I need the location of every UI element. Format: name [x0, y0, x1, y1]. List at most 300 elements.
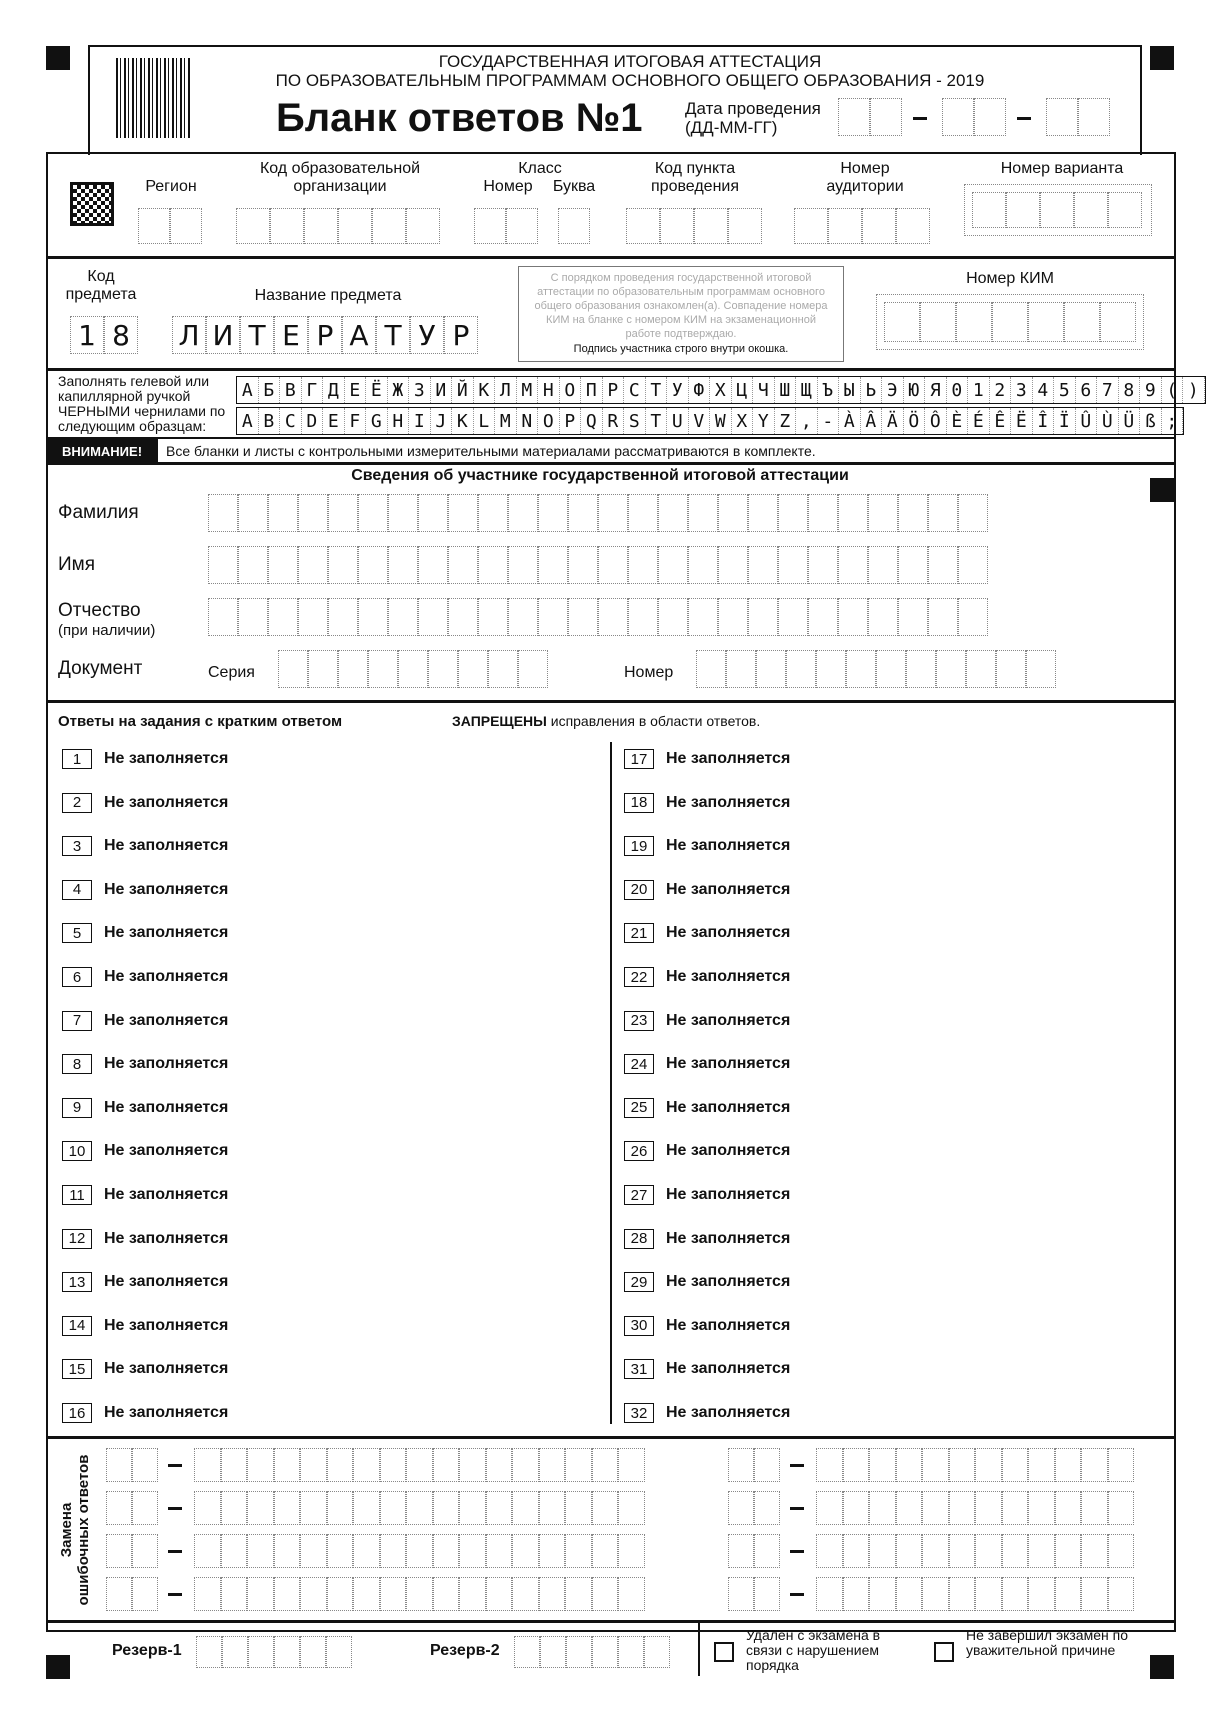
input-cell[interactable]	[718, 546, 748, 584]
input-cell[interactable]	[592, 1636, 618, 1668]
replacement-cells[interactable]	[816, 1491, 1134, 1525]
input-cell[interactable]	[1108, 1577, 1135, 1611]
input-cell[interactable]	[843, 1577, 870, 1611]
input-cell[interactable]	[658, 546, 688, 584]
input-cell[interactable]	[949, 1448, 976, 1482]
input-cell[interactable]	[922, 1577, 949, 1611]
input-cell[interactable]	[718, 598, 748, 636]
input-cell[interactable]	[106, 1448, 132, 1482]
input-cell[interactable]	[786, 650, 816, 688]
input-cell[interactable]	[538, 494, 568, 532]
input-cell[interactable]	[538, 598, 568, 636]
input-cell[interactable]	[922, 1491, 949, 1525]
answer-row	[62, 1052, 228, 1076]
input-cell[interactable]	[208, 598, 238, 636]
input-cell[interactable]	[869, 1534, 896, 1568]
input-cell[interactable]	[975, 1534, 1002, 1568]
input-cell[interactable]	[868, 598, 898, 636]
patronymic-cells[interactable]	[208, 598, 988, 636]
replacement-cells[interactable]	[194, 1448, 645, 1482]
surname-cells[interactable]	[208, 494, 988, 532]
sample-glyph: 6	[1076, 377, 1098, 403]
date-year-cells[interactable]	[1046, 98, 1110, 136]
input-cell[interactable]	[221, 1534, 248, 1568]
input-cell[interactable]	[896, 1491, 923, 1525]
replacement-cells[interactable]	[194, 1534, 645, 1568]
input-cell[interactable]	[406, 1577, 433, 1611]
input-cell[interactable]	[928, 494, 958, 532]
input-cell[interactable]	[568, 546, 598, 584]
answer-row	[62, 1357, 228, 1381]
input-cell[interactable]	[1028, 1577, 1055, 1611]
input-cell[interactable]	[618, 1534, 645, 1568]
input-cell[interactable]	[688, 598, 718, 636]
input-cell[interactable]	[512, 1491, 539, 1525]
class-letter-cells[interactable]	[558, 208, 590, 244]
input-cell[interactable]	[838, 494, 868, 532]
org-code-cells[interactable]	[236, 208, 440, 244]
input-cell[interactable]	[298, 598, 328, 636]
input-cell[interactable]	[728, 1534, 754, 1568]
input-cell[interactable]	[327, 1448, 354, 1482]
input-cell[interactable]	[508, 546, 538, 584]
input-cell[interactable]	[338, 650, 368, 688]
input-cell[interactable]	[868, 494, 898, 532]
input-cell[interactable]	[298, 494, 328, 532]
input-cell[interactable]	[380, 1577, 407, 1611]
sample-glyph: X	[732, 408, 754, 434]
input-cell[interactable]	[448, 494, 478, 532]
input-cell[interactable]	[238, 494, 268, 532]
replacement-cells[interactable]	[816, 1448, 1134, 1482]
input-cell[interactable]	[539, 1534, 566, 1568]
input-cell[interactable]	[1081, 1491, 1108, 1525]
input-cell[interactable]	[628, 494, 658, 532]
input-cell[interactable]	[756, 650, 786, 688]
replacement-cells[interactable]	[106, 1448, 158, 1482]
input-cell[interactable]	[298, 546, 328, 584]
input-cell[interactable]	[906, 650, 936, 688]
input-cell[interactable]	[433, 1577, 460, 1611]
input-cell[interactable]	[358, 494, 388, 532]
replacement-cells[interactable]	[816, 1577, 1134, 1611]
input-cell[interactable]	[975, 1577, 1002, 1611]
input-cell[interactable]	[194, 1577, 221, 1611]
input-cell[interactable]	[353, 1534, 380, 1568]
input-cell[interactable]	[618, 1636, 644, 1668]
input-cell[interactable]	[896, 1577, 923, 1611]
input-cell[interactable]	[238, 546, 268, 584]
input-cell[interactable]	[1108, 1534, 1135, 1568]
input-cell[interactable]	[838, 598, 868, 636]
input-cell[interactable]	[565, 1491, 592, 1525]
input-cell[interactable]	[869, 1577, 896, 1611]
input-cell[interactable]	[448, 598, 478, 636]
input-cell[interactable]	[358, 598, 388, 636]
input-cell[interactable]	[869, 1448, 896, 1482]
input-cell[interactable]	[418, 546, 448, 584]
input-cell[interactable]	[644, 1636, 670, 1668]
replacement-cells[interactable]	[194, 1491, 645, 1525]
input-cell[interactable]	[478, 598, 508, 636]
input-cell[interactable]	[565, 1448, 592, 1482]
input-cell[interactable]	[406, 1491, 433, 1525]
input-cell[interactable]	[486, 1448, 513, 1482]
replacement-cells[interactable]	[194, 1577, 645, 1611]
input-cell[interactable]	[778, 546, 808, 584]
input-cell[interactable]	[486, 1577, 513, 1611]
input-cell[interactable]	[540, 1636, 566, 1668]
input-cell[interactable]	[754, 1491, 780, 1525]
input-cell[interactable]	[433, 1448, 460, 1482]
input-cell[interactable]	[300, 1636, 326, 1668]
input-cell[interactable]	[194, 1491, 221, 1525]
input-cell[interactable]	[368, 650, 398, 688]
input-cell[interactable]	[754, 1448, 780, 1482]
input-cell[interactable]	[958, 546, 988, 584]
input-cell[interactable]	[728, 1577, 754, 1611]
input-cell[interactable]	[922, 1534, 949, 1568]
input-cell[interactable]	[268, 494, 298, 532]
input-cell[interactable]	[222, 1636, 248, 1668]
input-cell[interactable]	[688, 546, 718, 584]
participant-heading: Сведения об участнике государственной итоговой аттестации	[351, 467, 849, 484]
replacement-cells[interactable]	[816, 1534, 1134, 1568]
input-cell[interactable]	[308, 650, 338, 688]
input-cell[interactable]	[327, 1491, 354, 1525]
answer-number: 6	[62, 967, 92, 987]
input-cell[interactable]	[512, 1534, 539, 1568]
input-cell[interactable]	[353, 1491, 380, 1525]
input-cell[interactable]	[268, 598, 298, 636]
input-cell[interactable]	[518, 650, 548, 688]
input-cell[interactable]	[1081, 1534, 1108, 1568]
reserve1-cells[interactable]	[196, 1636, 352, 1668]
input-cell[interactable]	[754, 1577, 780, 1611]
sample-glyph: Я	[925, 377, 947, 403]
input-cell[interactable]	[433, 1491, 460, 1525]
input-cell[interactable]	[194, 1534, 221, 1568]
input-cell[interactable]	[1081, 1448, 1108, 1482]
input-cell[interactable]	[106, 1534, 132, 1568]
sample-glyph: N	[517, 408, 539, 434]
input-cell[interactable]	[843, 1448, 870, 1482]
input-cell[interactable]	[728, 1491, 754, 1525]
input-cell[interactable]	[326, 1636, 352, 1668]
input-cell[interactable]	[975, 1448, 1002, 1482]
replacement-cells[interactable]	[106, 1534, 158, 1568]
input-cell[interactable]	[966, 650, 996, 688]
input-cell[interactable]	[478, 546, 508, 584]
answers-warning	[452, 713, 760, 729]
input-cell[interactable]	[539, 1448, 566, 1482]
input-cell[interactable]	[300, 1577, 327, 1611]
input-cell[interactable]	[208, 546, 238, 584]
replacement-cells[interactable]	[728, 1491, 780, 1525]
input-cell[interactable]	[1055, 1577, 1082, 1611]
input-cell[interactable]	[448, 546, 478, 584]
input-cell[interactable]	[658, 598, 688, 636]
input-cell[interactable]	[898, 546, 928, 584]
subject-name-cells[interactable]	[172, 316, 478, 354]
input-cell[interactable]	[488, 650, 518, 688]
date-day-cells[interactable]	[838, 98, 902, 136]
input-cell[interactable]	[459, 1577, 486, 1611]
input-cell[interactable]	[388, 546, 418, 584]
point-code-cells[interactable]	[626, 208, 762, 244]
input-cell[interactable]	[688, 494, 718, 532]
input-cell[interactable]	[512, 1448, 539, 1482]
input-cell[interactable]	[274, 1534, 301, 1568]
removed-checkbox[interactable]	[714, 1642, 734, 1662]
name-cells[interactable]	[208, 546, 988, 584]
input-cell[interactable]	[1028, 1491, 1055, 1525]
input-cell[interactable]	[278, 650, 308, 688]
input-cell[interactable]	[221, 1577, 248, 1611]
input-cell[interactable]	[132, 1491, 158, 1525]
input-cell[interactable]	[618, 1491, 645, 1525]
input-cell[interactable]	[1055, 1491, 1082, 1525]
input-cell[interactable]	[486, 1534, 513, 1568]
input-cell[interactable]	[406, 1534, 433, 1568]
input-cell[interactable]	[598, 494, 628, 532]
input-cell[interactable]	[300, 1491, 327, 1525]
kim-cells[interactable]	[884, 302, 1136, 342]
input-cell[interactable]	[380, 1448, 407, 1482]
input-cell[interactable]	[106, 1491, 132, 1525]
input-cell[interactable]	[428, 650, 458, 688]
sample-glyph: Ц	[732, 377, 754, 403]
input-cell[interactable]	[843, 1491, 870, 1525]
input-cell[interactable]	[274, 1491, 301, 1525]
sample-glyph: )	[1183, 377, 1205, 403]
replacement-cells[interactable]	[106, 1577, 158, 1611]
input-cell[interactable]	[194, 1448, 221, 1482]
answer-fill-label: Не заполняется	[104, 1011, 229, 1029]
input-cell[interactable]	[869, 1491, 896, 1525]
input-cell[interactable]	[936, 650, 966, 688]
input-cell[interactable]	[898, 598, 928, 636]
room-cells[interactable]	[794, 208, 930, 244]
input-cell[interactable]	[514, 1636, 540, 1668]
input-cell[interactable]	[975, 1491, 1002, 1525]
input-cell[interactable]	[380, 1491, 407, 1525]
input-cell[interactable]	[1055, 1534, 1082, 1568]
input-cell[interactable]	[1081, 1577, 1108, 1611]
answer-row	[62, 878, 228, 902]
input-cell[interactable]	[300, 1448, 327, 1482]
input-cell[interactable]	[538, 546, 568, 584]
input-cell[interactable]	[358, 546, 388, 584]
replacement-cells[interactable]	[728, 1534, 780, 1568]
input-cell[interactable]	[898, 494, 928, 532]
replacement-cells[interactable]	[728, 1577, 780, 1611]
input-cell[interactable]	[816, 650, 846, 688]
class-number-cells[interactable]	[474, 208, 538, 244]
replacement-cells[interactable]	[106, 1491, 158, 1525]
input-cell[interactable]	[539, 1491, 566, 1525]
input-cell[interactable]	[508, 494, 538, 532]
input-cell[interactable]	[568, 494, 598, 532]
input-cell[interactable]	[221, 1448, 248, 1482]
input-cell[interactable]	[565, 1534, 592, 1568]
input-cell[interactable]	[628, 546, 658, 584]
input-cell[interactable]	[132, 1448, 158, 1482]
input-cell[interactable]	[132, 1577, 158, 1611]
input-cell[interactable]	[696, 650, 726, 688]
input-cell[interactable]	[238, 598, 268, 636]
input-cell[interactable]	[628, 598, 658, 636]
sample-glyph: И	[431, 377, 453, 403]
date-month-cells[interactable]	[942, 98, 1006, 136]
input-cell[interactable]	[565, 1577, 592, 1611]
input-cell[interactable]	[748, 598, 778, 636]
input-cell[interactable]	[922, 1448, 949, 1482]
input-cell[interactable]	[896, 1448, 923, 1482]
input-cell[interactable]	[658, 494, 688, 532]
input-cell[interactable]	[816, 1577, 843, 1611]
input-cell[interactable]	[433, 1534, 460, 1568]
input-cell[interactable]	[592, 1534, 619, 1568]
input-cell[interactable]	[816, 1534, 843, 1568]
input-cell[interactable]	[808, 598, 838, 636]
input-cell[interactable]	[1026, 650, 1056, 688]
input-cell[interactable]	[398, 650, 428, 688]
signature-box[interactable]	[518, 266, 844, 362]
subject-code-cells[interactable]	[70, 316, 138, 354]
input-cell[interactable]	[221, 1491, 248, 1525]
input-cell[interactable]	[592, 1577, 619, 1611]
replacement-cells[interactable]	[728, 1448, 780, 1482]
input-cell[interactable]	[208, 494, 238, 532]
input-cell[interactable]	[512, 1577, 539, 1611]
input-cell[interactable]	[268, 546, 298, 584]
input-cell[interactable]	[539, 1577, 566, 1611]
input-cell[interactable]	[896, 1534, 923, 1568]
input-cell[interactable]	[274, 1577, 301, 1611]
input-cell[interactable]	[196, 1636, 222, 1668]
input-cell[interactable]	[868, 546, 898, 584]
input-cell[interactable]	[418, 494, 448, 532]
input-cell[interactable]	[816, 1448, 843, 1482]
input-cell[interactable]	[327, 1577, 354, 1611]
input-cell[interactable]	[618, 1577, 645, 1611]
input-cell[interactable]	[928, 546, 958, 584]
input-cell[interactable]	[592, 1491, 619, 1525]
input-cell[interactable]	[598, 546, 628, 584]
input-cell[interactable]	[247, 1448, 274, 1482]
input-cell[interactable]	[1002, 1577, 1029, 1611]
input-cell[interactable]	[754, 1534, 780, 1568]
not-finished-checkbox[interactable]	[934, 1642, 954, 1662]
series-cells[interactable]	[278, 650, 548, 688]
input-cell[interactable]	[247, 1491, 274, 1525]
input-cell[interactable]	[459, 1534, 486, 1568]
answer-row	[62, 965, 228, 989]
input-cell[interactable]	[380, 1534, 407, 1568]
number-cells[interactable]	[696, 650, 1056, 688]
input-cell[interactable]	[1055, 1448, 1082, 1482]
input-cell[interactable]	[958, 494, 988, 532]
input-cell[interactable]	[996, 650, 1026, 688]
input-cell[interactable]	[274, 1636, 300, 1668]
input-cell[interactable]	[388, 598, 418, 636]
input-cell[interactable]	[459, 1448, 486, 1482]
input-cell[interactable]	[778, 494, 808, 532]
input-cell[interactable]	[846, 650, 876, 688]
input-cell[interactable]	[328, 494, 358, 532]
input-cell[interactable]	[949, 1491, 976, 1525]
input-cell[interactable]	[1108, 1448, 1135, 1482]
input-cell[interactable]	[598, 598, 628, 636]
reserve2-cells[interactable]	[514, 1636, 670, 1668]
input-cell[interactable]	[328, 598, 358, 636]
sample-glyph: H	[388, 408, 410, 434]
input-cell[interactable]	[1002, 1448, 1029, 1482]
input-cell[interactable]	[106, 1577, 132, 1611]
input-cell[interactable]	[247, 1534, 274, 1568]
input-cell[interactable]	[300, 1534, 327, 1568]
input-cell[interactable]	[478, 494, 508, 532]
input-cell[interactable]	[1002, 1491, 1029, 1525]
input-cell[interactable]	[566, 1636, 592, 1668]
input-cell[interactable]	[486, 1491, 513, 1525]
input-cell[interactable]	[247, 1577, 274, 1611]
input-cell[interactable]	[248, 1636, 274, 1668]
input-cell[interactable]	[838, 546, 868, 584]
input-cell[interactable]	[327, 1534, 354, 1568]
input-cell[interactable]	[949, 1577, 976, 1611]
input-cell[interactable]	[388, 494, 418, 532]
input-cell[interactable]	[728, 1448, 754, 1482]
input-cell[interactable]	[928, 598, 958, 636]
input-cell[interactable]	[1002, 1534, 1029, 1568]
input-cell[interactable]	[726, 650, 756, 688]
region-cells[interactable]	[138, 208, 202, 244]
input-cell[interactable]	[353, 1448, 380, 1482]
input-cell[interactable]	[592, 1448, 619, 1482]
input-cell[interactable]	[458, 650, 488, 688]
input-cell[interactable]	[843, 1534, 870, 1568]
input-cell[interactable]	[132, 1534, 158, 1568]
input-cell[interactable]	[568, 598, 598, 636]
input-cell[interactable]	[778, 598, 808, 636]
input-cell[interactable]	[418, 598, 448, 636]
answer-number: 20	[624, 880, 654, 900]
input-cell[interactable]	[1108, 1491, 1135, 1525]
input-cell[interactable]	[808, 494, 838, 532]
input-cell[interactable]	[1028, 1448, 1055, 1482]
answer-row	[62, 747, 228, 771]
input-cell[interactable]	[958, 598, 988, 636]
input-cell[interactable]	[748, 494, 778, 532]
input-cell[interactable]	[949, 1534, 976, 1568]
input-cell[interactable]	[508, 598, 538, 636]
input-cell[interactable]	[406, 1448, 433, 1482]
input-cell[interactable]	[618, 1448, 645, 1482]
input-cell[interactable]	[718, 494, 748, 532]
input-cell[interactable]	[808, 546, 838, 584]
input-cell[interactable]	[876, 650, 906, 688]
input-cell[interactable]	[459, 1491, 486, 1525]
input-cell[interactable]	[1028, 1534, 1055, 1568]
input-cell[interactable]	[748, 546, 778, 584]
input-cell[interactable]	[274, 1448, 301, 1482]
input-cell[interactable]	[816, 1491, 843, 1525]
input-cell[interactable]	[328, 546, 358, 584]
variant-cells[interactable]	[972, 192, 1142, 228]
input-cell[interactable]	[353, 1577, 380, 1611]
